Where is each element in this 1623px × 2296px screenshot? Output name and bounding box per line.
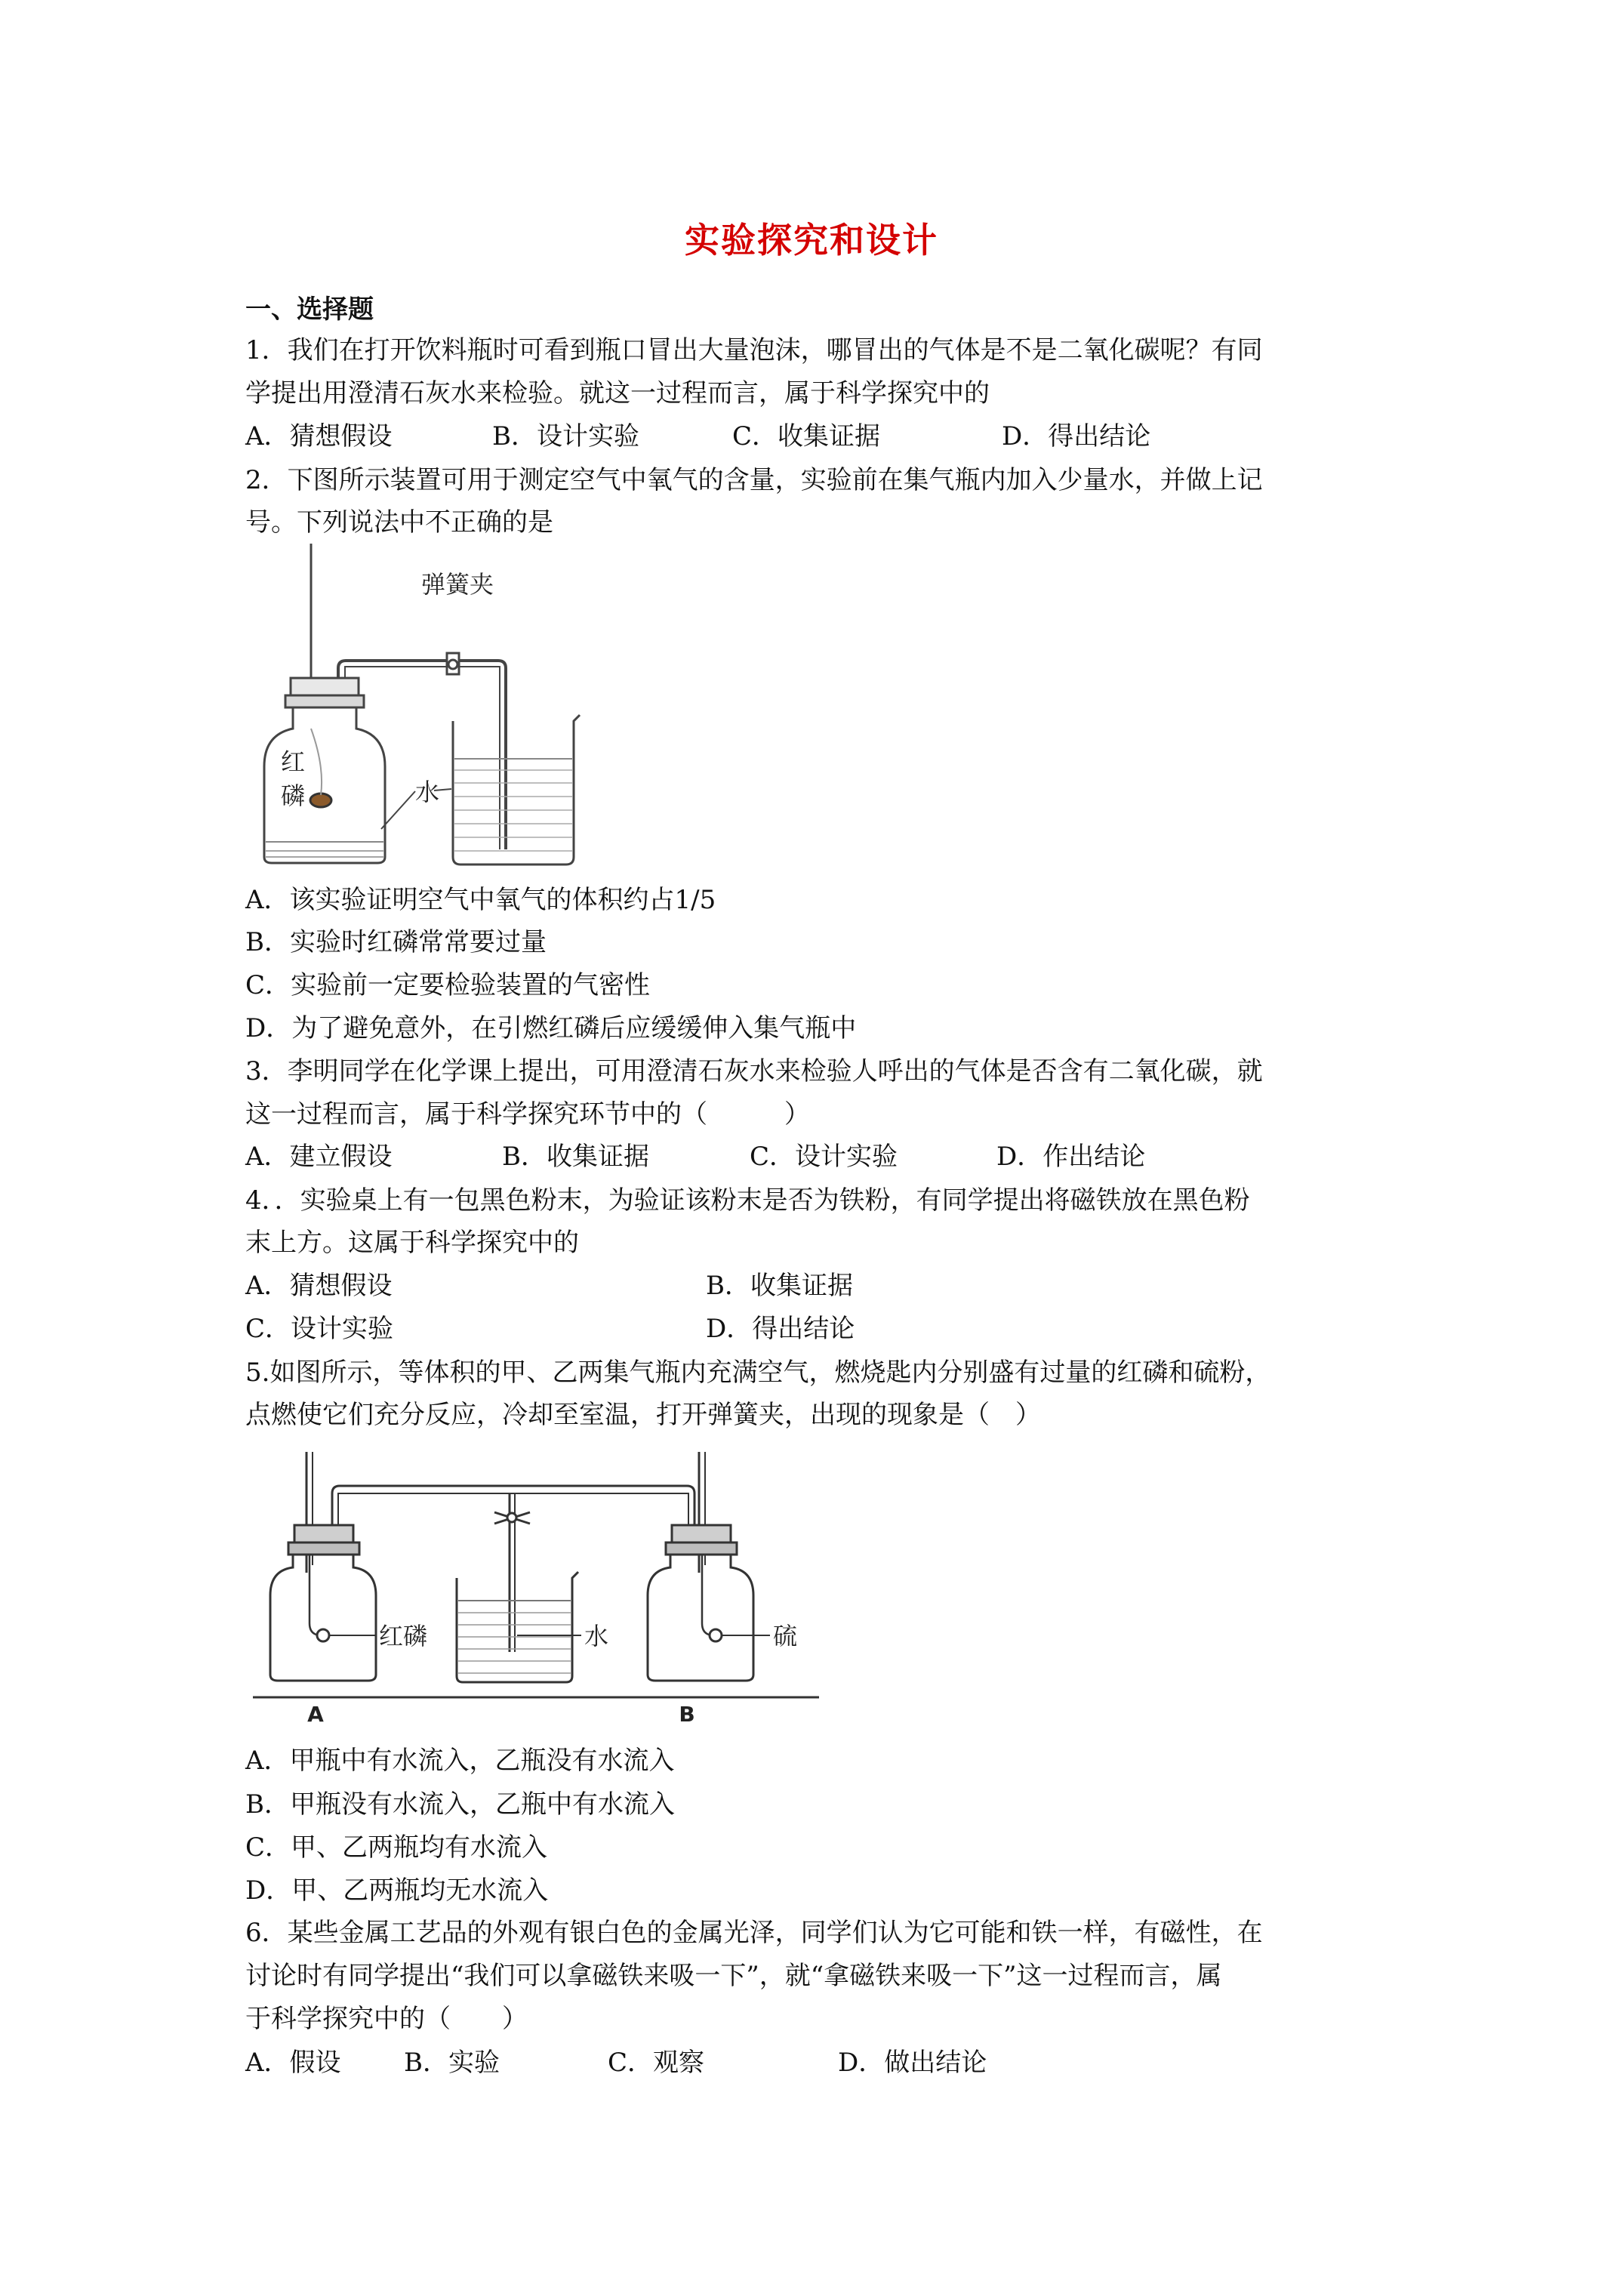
phosphorus-label-1: 红 [281, 747, 306, 776]
question-1-option-b: B．设计实验 [492, 421, 639, 451]
question-1-option-c: C．收集证据 [732, 421, 881, 451]
question-6-line-1: 6．某些金属工艺品的外观有银白色的金属光泽，同学们认为它可能和铁一样，有磁性，在 [245, 1918, 1263, 1948]
question-1-line-2: 学提出用澄清石灰水来检验。就这一过程而言，属于科学探究中的 [245, 378, 990, 408]
question-1-option-d: D．得出结论 [1002, 421, 1151, 451]
question-4-line-2: 末上方。这属于科学探究中的 [245, 1228, 579, 1258]
bottle-b-label: B [679, 1702, 695, 1727]
question-3-line-2: 这一过程而言，属于科学探究环节中的（ ） [245, 1099, 810, 1130]
question-6-option-c: C．观察 [608, 2048, 705, 2078]
question-3-option-a: A．建立假设 [245, 1142, 393, 1172]
question-3-option-b: B．收集证据 [502, 1142, 649, 1172]
question-3-option-d: D．作出结论 [996, 1142, 1146, 1172]
question-1-line-1: 1．我们在打开饮料瓶时可看到瓶口冒出大量泡沫，哪冒出的气体是不是二氧化碳呢？有同 [245, 335, 1263, 365]
question-2-option-b: B．实验时红磷常常要过量 [245, 927, 547, 957]
question-5-option-c: C．甲、乙两瓶均有水流入 [245, 1832, 548, 1863]
label-water: 水 [584, 1622, 609, 1650]
clip-label: 弹簧夹 [421, 570, 494, 599]
water-label: 水 [415, 778, 440, 806]
question-4-line-1: 4．．实验桌上有一包黑色粉末，为验证该粉末是否为铁粉，有同学提出将磁铁放在黑色粉 [245, 1185, 1250, 1216]
oxygen-apparatus-figure [249, 540, 830, 872]
label-red-phosphorus: 红磷 [379, 1622, 428, 1650]
question-4-option-d: D．得出结论 [706, 1314, 855, 1344]
question-2-option-a: A．该实验证明空气中氧气的体积约占1/5 [245, 885, 716, 915]
page-title: 实验探究和设计 [685, 220, 938, 260]
phosphorus-label-2: 磷 [281, 781, 306, 810]
question-5-option-d: D．甲、乙两瓶均无水流入 [245, 1875, 549, 1906]
question-6-option-b: B．实验 [404, 2048, 500, 2078]
question-2-option-c: C．实验前一定要检验装置的气密性 [245, 970, 651, 1000]
question-4-option-b: B．收集证据 [706, 1271, 853, 1301]
question-5-option-a: A．甲瓶中有水流入，乙瓶没有水流入 [245, 1746, 675, 1776]
question-6-option-a: A．假设 [245, 2048, 341, 2078]
question-2-line-1: 2．下图所示装置可用于测定空气中氧气的含量，实验前在集气瓶内加入少量水，并做上记 [245, 465, 1263, 495]
question-4-option-a: A．猜想假设 [245, 1271, 393, 1301]
question-4-option-c: C．设计实验 [245, 1314, 394, 1344]
question-5-line-2: 点燃使它们充分反应，冷却至室温，打开弹簧夹，出现的现象是（ ） [245, 1400, 1041, 1430]
question-2-option-d: D．为了避免意外，在引燃红磷后应缓缓伸入集气瓶中 [245, 1013, 857, 1043]
section-heading: 一、选择题 [245, 294, 374, 325]
question-3-option-c: C．设计实验 [750, 1142, 898, 1172]
question-6-line-3: 于科学探究中的（ ） [245, 2004, 528, 2034]
bottle-a-label: A [307, 1702, 324, 1727]
question-5-option-b: B．甲瓶没有水流入，乙瓶中有水流入 [245, 1789, 675, 1820]
question-6-option-d: D．做出结论 [838, 2048, 987, 2078]
question-5-line-1: 5.如图所示，等体积的甲、乙两集气瓶内充满空气，燃烧匙内分别盛有过量的红磷和硫粉， [245, 1358, 1271, 1388]
question-3-line-1: 3．李明同学在化学课上提出，可用澄清石灰水来检验人呼出的气体是否含有二氧化碳，就 [245, 1056, 1263, 1086]
question-2-line-2: 号。下列说法中不正确的是 [245, 507, 553, 538]
two-bottle-apparatus-figure [249, 1448, 823, 1727]
question-6-line-2: 讨论时有同学提出“我们可以拿磁铁来吸一下”，就“拿磁铁来吸一下”这一过程而言，属 [245, 1961, 1222, 1991]
label-sulfur: 硫 [773, 1622, 798, 1650]
question-1-option-a: A．猜想假设 [245, 421, 393, 451]
